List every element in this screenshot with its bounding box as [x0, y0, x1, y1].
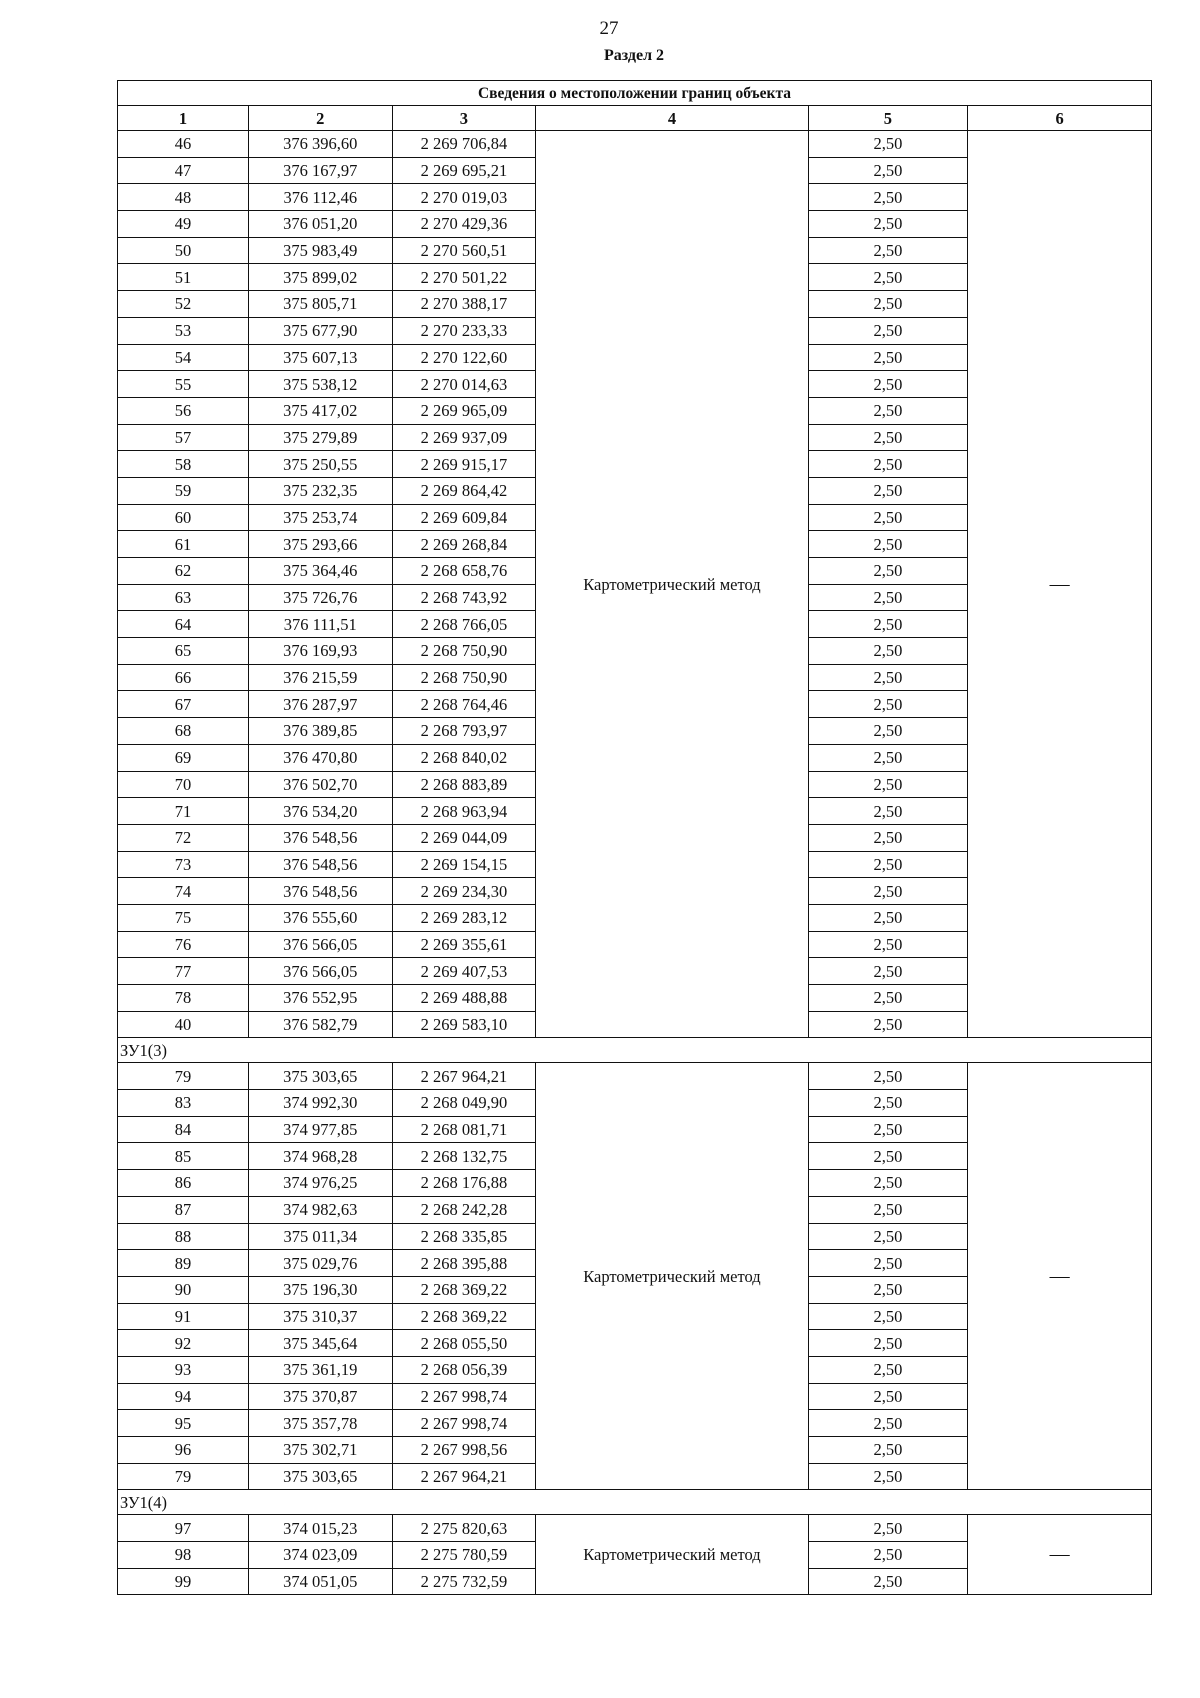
x-coordinate-cell: 375 196,30: [248, 1276, 392, 1303]
y-coordinate-cell: 2 267 998,74: [392, 1383, 536, 1410]
y-coordinate-cell: 2 268 369,22: [392, 1303, 536, 1330]
point-number-cell: 96: [118, 1437, 249, 1464]
x-coordinate-cell: 375 310,37: [248, 1303, 392, 1330]
column-6-cell: —: [968, 131, 1152, 1038]
accuracy-cell: 2,50: [808, 424, 967, 451]
accuracy-cell: 2,50: [808, 1090, 967, 1117]
point-number-cell: 74: [118, 878, 249, 905]
accuracy-cell: 2,50: [808, 237, 967, 264]
x-coordinate-cell: 376 502,70: [248, 771, 392, 798]
point-number-cell: 85: [118, 1143, 249, 1170]
point-number-cell: 99: [118, 1568, 249, 1595]
y-coordinate-cell: 2 268 056,39: [392, 1356, 536, 1383]
table-row: [118, 1515, 1152, 1542]
point-number-cell: 69: [118, 744, 249, 771]
y-coordinate-cell: 2 270 429,36: [392, 211, 536, 238]
y-coordinate-cell: 2 269 044,09: [392, 824, 536, 851]
table-caption: Сведения о местоположении границ объекта: [118, 81, 1152, 106]
y-coordinate-cell: 2 269 937,09: [392, 424, 536, 451]
accuracy-cell: 2,50: [808, 317, 967, 344]
y-coordinate-cell: 2 267 998,74: [392, 1410, 536, 1437]
y-coordinate-cell: 2 268 132,75: [392, 1143, 536, 1170]
point-number-cell: 64: [118, 611, 249, 638]
y-coordinate-cell: 2 270 388,17: [392, 291, 536, 318]
x-coordinate-cell: 375 011,34: [248, 1223, 392, 1250]
x-coordinate-cell: 375 361,19: [248, 1356, 392, 1383]
y-coordinate-cell: 2 268 395,88: [392, 1250, 536, 1277]
point-number-cell: 79: [118, 1063, 249, 1090]
table-row: [118, 1063, 1152, 1090]
x-coordinate-cell: 375 303,65: [248, 1463, 392, 1490]
point-number-cell: 72: [118, 824, 249, 851]
x-coordinate-cell: 376 287,97: [248, 691, 392, 718]
accuracy-cell: 2,50: [808, 1383, 967, 1410]
point-number-cell: 75: [118, 904, 249, 931]
x-coordinate-cell: 375 232,35: [248, 477, 392, 504]
column-number: 5: [808, 106, 967, 131]
accuracy-cell: 2,50: [808, 691, 967, 718]
x-coordinate-cell: 376 169,93: [248, 638, 392, 665]
x-coordinate-cell: 376 167,97: [248, 157, 392, 184]
x-coordinate-cell: 375 029,76: [248, 1250, 392, 1277]
accuracy-cell: 2,50: [808, 851, 967, 878]
point-number-cell: 94: [118, 1383, 249, 1410]
accuracy-cell: 2,50: [808, 771, 967, 798]
accuracy-cell: 2,50: [808, 1116, 967, 1143]
section-title: Раздел 2: [603, 47, 665, 64]
accuracy-cell: 2,50: [808, 1356, 967, 1383]
x-coordinate-cell: 376 548,56: [248, 824, 392, 851]
group-label-row: [118, 1038, 1152, 1063]
y-coordinate-cell: 2 268 750,90: [392, 638, 536, 665]
accuracy-cell: 2,50: [808, 1437, 967, 1464]
accuracy-cell: 2,50: [808, 1303, 967, 1330]
x-coordinate-cell: 376 566,05: [248, 958, 392, 985]
accuracy-cell: 2,50: [808, 1250, 967, 1277]
x-coordinate-cell: 376 552,95: [248, 985, 392, 1012]
group-label: ЗУ1(4): [118, 1490, 1152, 1515]
x-coordinate-cell: 375 538,12: [248, 371, 392, 398]
y-coordinate-cell: 2 269 609,84: [392, 504, 536, 531]
point-number-cell: 61: [118, 531, 249, 558]
accuracy-cell: 2,50: [808, 904, 967, 931]
point-number-cell: 47: [118, 157, 249, 184]
method-cell: Картометрический метод: [536, 131, 808, 1038]
y-coordinate-cell: 2 268 840,02: [392, 744, 536, 771]
group-label-row: [118, 1490, 1152, 1515]
page-number: 27: [599, 18, 619, 39]
point-number-cell: 40: [118, 1011, 249, 1038]
accuracy-cell: 2,50: [808, 451, 967, 478]
y-coordinate-cell: 2 269 154,15: [392, 851, 536, 878]
table-body: [118, 131, 1152, 1595]
column-number: 1: [118, 106, 249, 131]
y-coordinate-cell: 2 269 234,30: [392, 878, 536, 905]
column-number: 6: [968, 106, 1152, 131]
table-row: [118, 131, 1152, 158]
y-coordinate-cell: 2 268 176,88: [392, 1170, 536, 1197]
point-number-cell: 56: [118, 397, 249, 424]
x-coordinate-cell: 376 051,20: [248, 211, 392, 238]
accuracy-cell: 2,50: [808, 1276, 967, 1303]
point-number-cell: 54: [118, 344, 249, 371]
x-coordinate-cell: 375 677,90: [248, 317, 392, 344]
accuracy-cell: 2,50: [808, 1223, 967, 1250]
accuracy-cell: 2,50: [808, 718, 967, 745]
point-number-cell: 58: [118, 451, 249, 478]
x-coordinate-cell: 375 250,55: [248, 451, 392, 478]
accuracy-cell: 2,50: [808, 1463, 967, 1490]
x-coordinate-cell: 375 899,02: [248, 264, 392, 291]
x-coordinate-cell: 375 726,76: [248, 584, 392, 611]
y-coordinate-cell: 2 268 081,71: [392, 1116, 536, 1143]
x-coordinate-cell: 374 968,28: [248, 1143, 392, 1170]
x-coordinate-cell: 375 357,78: [248, 1410, 392, 1437]
point-number-cell: 90: [118, 1276, 249, 1303]
accuracy-cell: 2,50: [808, 1011, 967, 1038]
point-number-cell: 52: [118, 291, 249, 318]
y-coordinate-cell: 2 275 732,59: [392, 1568, 536, 1595]
x-coordinate-cell: 374 992,30: [248, 1090, 392, 1117]
y-coordinate-cell: 2 269 268,84: [392, 531, 536, 558]
accuracy-cell: 2,50: [808, 985, 967, 1012]
x-coordinate-cell: 376 534,20: [248, 798, 392, 825]
point-number-cell: 86: [118, 1170, 249, 1197]
point-number-cell: 59: [118, 477, 249, 504]
y-coordinate-cell: 2 268 883,89: [392, 771, 536, 798]
column-number: 3: [392, 106, 536, 131]
point-number-cell: 87: [118, 1196, 249, 1223]
y-coordinate-cell: 2 275 780,59: [392, 1542, 536, 1569]
accuracy-cell: 2,50: [808, 264, 967, 291]
y-coordinate-cell: 2 269 706,84: [392, 131, 536, 158]
accuracy-cell: 2,50: [808, 504, 967, 531]
y-coordinate-cell: 2 267 964,21: [392, 1063, 536, 1090]
y-coordinate-cell: 2 268 963,94: [392, 798, 536, 825]
accuracy-cell: 2,50: [808, 744, 967, 771]
x-coordinate-cell: 375 805,71: [248, 291, 392, 318]
y-coordinate-cell: 2 270 560,51: [392, 237, 536, 264]
y-coordinate-cell: 2 268 335,85: [392, 1223, 536, 1250]
accuracy-cell: 2,50: [808, 1143, 967, 1170]
point-number-cell: 67: [118, 691, 249, 718]
x-coordinate-cell: 374 023,09: [248, 1542, 392, 1569]
y-coordinate-cell: 2 269 488,88: [392, 985, 536, 1012]
accuracy-cell: 2,50: [808, 931, 967, 958]
x-coordinate-cell: 375 983,49: [248, 237, 392, 264]
accuracy-cell: 2,50: [808, 1196, 967, 1223]
y-coordinate-cell: 2 268 764,46: [392, 691, 536, 718]
point-number-cell: 46: [118, 131, 249, 158]
column-number: 2: [248, 106, 392, 131]
x-coordinate-cell: 376 566,05: [248, 931, 392, 958]
y-coordinate-cell: 2 269 864,42: [392, 477, 536, 504]
x-coordinate-cell: 376 112,46: [248, 184, 392, 211]
x-coordinate-cell: 375 253,74: [248, 504, 392, 531]
y-coordinate-cell: 2 269 283,12: [392, 904, 536, 931]
y-coordinate-cell: 2 269 407,53: [392, 958, 536, 985]
accuracy-cell: 2,50: [808, 558, 967, 585]
accuracy-cell: 2,50: [808, 291, 967, 318]
point-number-cell: 95: [118, 1410, 249, 1437]
x-coordinate-cell: 375 302,71: [248, 1437, 392, 1464]
point-number-cell: 71: [118, 798, 249, 825]
point-number-cell: 93: [118, 1356, 249, 1383]
accuracy-cell: 2,50: [808, 958, 967, 985]
accuracy-cell: 2,50: [808, 157, 967, 184]
accuracy-cell: 2,50: [808, 584, 967, 611]
accuracy-cell: 2,50: [808, 1410, 967, 1437]
y-coordinate-cell: 2 269 695,21: [392, 157, 536, 184]
y-coordinate-cell: 2 270 501,22: [392, 264, 536, 291]
point-number-cell: 66: [118, 664, 249, 691]
point-number-cell: 60: [118, 504, 249, 531]
y-coordinate-cell: 2 268 658,76: [392, 558, 536, 585]
x-coordinate-cell: 374 977,85: [248, 1116, 392, 1143]
x-coordinate-cell: 374 015,23: [248, 1515, 392, 1542]
point-number-cell: 84: [118, 1116, 249, 1143]
x-coordinate-cell: 375 417,02: [248, 397, 392, 424]
x-coordinate-cell: 375 370,87: [248, 1383, 392, 1410]
x-coordinate-cell: 376 215,59: [248, 664, 392, 691]
point-number-cell: 70: [118, 771, 249, 798]
point-number-cell: 51: [118, 264, 249, 291]
y-coordinate-cell: 2 268 242,28: [392, 1196, 536, 1223]
point-number-cell: 83: [118, 1090, 249, 1117]
accuracy-cell: 2,50: [808, 824, 967, 851]
point-number-cell: 78: [118, 985, 249, 1012]
y-coordinate-cell: 2 268 793,97: [392, 718, 536, 745]
y-coordinate-cell: 2 269 355,61: [392, 931, 536, 958]
x-coordinate-cell: 375 345,64: [248, 1330, 392, 1357]
point-number-cell: 48: [118, 184, 249, 211]
y-coordinate-cell: 2 269 915,17: [392, 451, 536, 478]
point-number-cell: 91: [118, 1303, 249, 1330]
group-label: ЗУ1(3): [118, 1038, 1152, 1063]
point-number-cell: 50: [118, 237, 249, 264]
y-coordinate-cell: 2 268 766,05: [392, 611, 536, 638]
accuracy-cell: 2,50: [808, 611, 967, 638]
accuracy-cell: 2,50: [808, 131, 967, 158]
point-number-cell: 62: [118, 558, 249, 585]
x-coordinate-cell: 375 303,65: [248, 1063, 392, 1090]
accuracy-cell: 2,50: [808, 1170, 967, 1197]
x-coordinate-cell: 376 555,60: [248, 904, 392, 931]
point-number-cell: 57: [118, 424, 249, 451]
accuracy-cell: 2,50: [808, 638, 967, 665]
y-coordinate-cell: 2 268 750,90: [392, 664, 536, 691]
point-number-cell: 77: [118, 958, 249, 985]
y-coordinate-cell: 2 269 583,10: [392, 1011, 536, 1038]
x-coordinate-cell: 376 470,80: [248, 744, 392, 771]
accuracy-cell: 2,50: [808, 1568, 967, 1595]
x-coordinate-cell: 375 293,66: [248, 531, 392, 558]
y-coordinate-cell: 2 267 964,21: [392, 1463, 536, 1490]
y-coordinate-cell: 2 270 014,63: [392, 371, 536, 398]
accuracy-cell: 2,50: [808, 531, 967, 558]
y-coordinate-cell: 2 275 820,63: [392, 1515, 536, 1542]
point-number-cell: 55: [118, 371, 249, 398]
point-number-cell: 73: [118, 851, 249, 878]
y-coordinate-cell: 2 268 369,22: [392, 1276, 536, 1303]
x-coordinate-cell: 376 389,85: [248, 718, 392, 745]
x-coordinate-cell: 374 982,63: [248, 1196, 392, 1223]
table-caption-row: [118, 81, 1152, 106]
method-cell: Картометрический метод: [536, 1515, 808, 1595]
x-coordinate-cell: 375 279,89: [248, 424, 392, 451]
x-coordinate-cell: 376 548,56: [248, 851, 392, 878]
x-coordinate-cell: 376 396,60: [248, 131, 392, 158]
point-number-cell: 65: [118, 638, 249, 665]
point-number-cell: 98: [118, 1542, 249, 1569]
y-coordinate-cell: 2 267 998,56: [392, 1437, 536, 1464]
column-6-cell: —: [968, 1515, 1152, 1595]
y-coordinate-cell: 2 270 233,33: [392, 317, 536, 344]
y-coordinate-cell: 2 269 965,09: [392, 397, 536, 424]
x-coordinate-cell: 375 364,46: [248, 558, 392, 585]
point-number-cell: 63: [118, 584, 249, 611]
accuracy-cell: 2,50: [808, 878, 967, 905]
boundary-coordinates-table: [117, 80, 1152, 1595]
accuracy-cell: 2,50: [808, 477, 967, 504]
accuracy-cell: 2,50: [808, 211, 967, 238]
y-coordinate-cell: 2 268 049,90: [392, 1090, 536, 1117]
point-number-cell: 79: [118, 1463, 249, 1490]
point-number-cell: 88: [118, 1223, 249, 1250]
accuracy-cell: 2,50: [808, 397, 967, 424]
accuracy-cell: 2,50: [808, 344, 967, 371]
column-6-cell: —: [968, 1063, 1152, 1490]
point-number-cell: 89: [118, 1250, 249, 1277]
column-number: 4: [536, 106, 808, 131]
point-number-cell: 53: [118, 317, 249, 344]
x-coordinate-cell: 375 607,13: [248, 344, 392, 371]
x-coordinate-cell: 374 051,05: [248, 1568, 392, 1595]
y-coordinate-cell: 2 270 019,03: [392, 184, 536, 211]
accuracy-cell: 2,50: [808, 1515, 967, 1542]
x-coordinate-cell: 374 976,25: [248, 1170, 392, 1197]
accuracy-cell: 2,50: [808, 1542, 967, 1569]
y-coordinate-cell: 2 268 743,92: [392, 584, 536, 611]
accuracy-cell: 2,50: [808, 184, 967, 211]
method-cell: Картометрический метод: [536, 1063, 808, 1490]
column-number-row: [118, 106, 1152, 131]
y-coordinate-cell: 2 270 122,60: [392, 344, 536, 371]
point-number-cell: 49: [118, 211, 249, 238]
accuracy-cell: 2,50: [808, 1063, 967, 1090]
x-coordinate-cell: 376 548,56: [248, 878, 392, 905]
point-number-cell: 97: [118, 1515, 249, 1542]
accuracy-cell: 2,50: [808, 664, 967, 691]
accuracy-cell: 2,50: [808, 1330, 967, 1357]
point-number-cell: 68: [118, 718, 249, 745]
accuracy-cell: 2,50: [808, 371, 967, 398]
point-number-cell: 92: [118, 1330, 249, 1357]
point-number-cell: 76: [118, 931, 249, 958]
x-coordinate-cell: 376 582,79: [248, 1011, 392, 1038]
accuracy-cell: 2,50: [808, 798, 967, 825]
y-coordinate-cell: 2 268 055,50: [392, 1330, 536, 1357]
x-coordinate-cell: 376 111,51: [248, 611, 392, 638]
